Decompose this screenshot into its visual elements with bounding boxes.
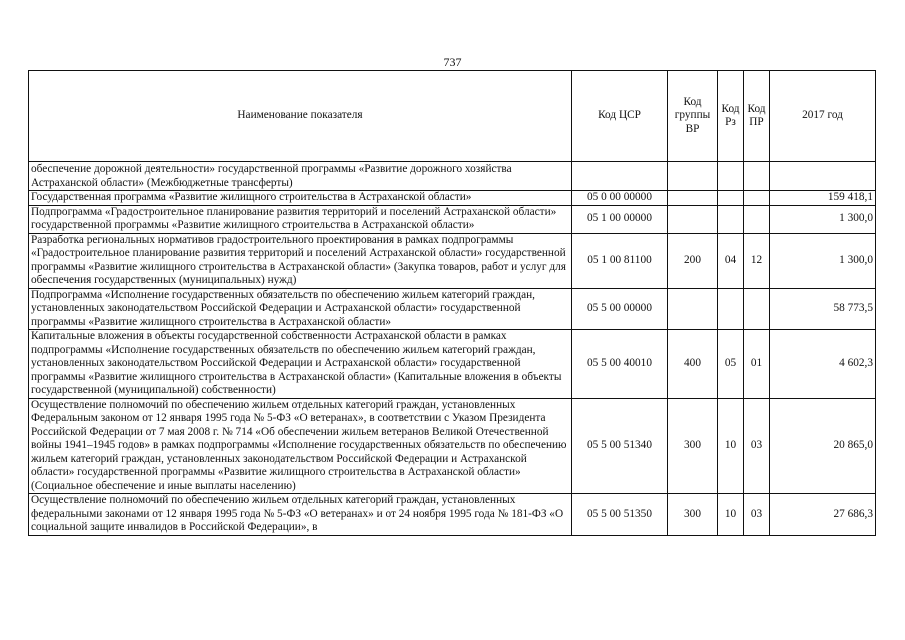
row-pr — [744, 205, 770, 233]
row-rz — [718, 162, 744, 191]
row-rz: 10 — [718, 494, 744, 536]
row-amount: 1 300,0 — [770, 205, 876, 233]
row-name: Разработка региональных нормативов градостроительного проектирования в рамках подпрограммы «Градостроительное планирование развития территорий и поселений Астраханской области» государственной программы «Развитие жилищного строительства в Астраханской области» (Закупка товаров, работ и услуг для обеспечения государственных (муниципальных) нужд) — [29, 233, 572, 288]
row-amount: 58 773,5 — [770, 288, 876, 330]
row-rz — [718, 191, 744, 206]
row-vr — [668, 191, 718, 206]
header-name: Наименование показателя — [29, 71, 572, 162]
row-name: Подпрограмма «Градостроительное планирование развития территорий и поселений Астраханской области» государственной программы «Развитие жилищного строительства в Астраханской области» — [29, 205, 572, 233]
header-vr-line2: группы — [674, 109, 711, 122]
table-row — [29, 205, 876, 233]
row-csr: 05 1 00 81100 — [572, 233, 668, 288]
header-rz — [718, 71, 744, 162]
row-csr: 05 5 00 40010 — [572, 330, 668, 399]
row-csr: 05 5 00 51350 — [572, 494, 668, 536]
table-row — [29, 288, 876, 330]
row-rz: 05 — [718, 330, 744, 399]
row-name: Подпрограмма «Исполнение государственных обязательств по обеспечению жильем категорий граждан, установленных законодательством Российской Федерации и Астраханской области» государственной программы «Развитие жилищного строительства в Астраханской области» — [29, 288, 572, 330]
table-row — [29, 494, 876, 536]
row-name: Государственная программа «Развитие жилищного строительства в Астраханской области» — [29, 191, 572, 206]
row-vr: 400 — [668, 330, 718, 399]
table-row — [29, 330, 876, 399]
header-csr: Код ЦСР — [572, 71, 668, 162]
row-amount: 20 865,0 — [770, 398, 876, 494]
row-vr — [668, 162, 718, 191]
row-amount — [770, 162, 876, 191]
row-name: Осуществление полномочий по обеспечению жильем отдельных категорий граждан, установленных федеральными законами от 12 января 1995 года № 5-ФЗ «О ветеранах» и от 24 ноября 1995 года № 181-ФЗ «О социальной защите инвалидов в Российской Федерации», в — [29, 494, 572, 536]
header-vr — [668, 71, 718, 162]
header-rz-line1: Код — [721, 102, 740, 115]
row-pr — [744, 191, 770, 206]
row-pr: 01 — [744, 330, 770, 399]
row-name: Капитальные вложения в объекты государственной собственности Астраханской области в рамках подпрограммы «Исполнение государственных обязательств по обеспечению жильем категорий граждан, установленных законодательством Российской Федерации и Астраханской области» государственной программы «Развитие жилищного строительства в Астраханской области» (Капитальные вложения в объекты государственной (муниципальной) собственности) — [29, 330, 572, 399]
row-csr — [572, 162, 668, 191]
table-row — [29, 233, 876, 288]
row-amount: 27 686,3 — [770, 494, 876, 536]
header-row — [29, 71, 876, 162]
header-pr — [744, 71, 770, 162]
row-vr — [668, 205, 718, 233]
budget-table — [28, 70, 876, 536]
row-vr — [668, 288, 718, 330]
row-csr: 05 5 00 00000 — [572, 288, 668, 330]
header-vr-line3: ВР — [685, 122, 700, 135]
row-rz — [718, 288, 744, 330]
row-name: обеспечение дорожной деятельности» государственной программы «Развитие дорожного хозяйства Астраханской области» (Межбюджетные трансферты) — [29, 162, 572, 191]
row-pr — [744, 162, 770, 191]
table-row — [29, 191, 876, 206]
row-rz: 10 — [718, 398, 744, 494]
header-vr-line1: Код — [683, 95, 702, 108]
page-number: 737 — [443, 55, 462, 69]
row-rz — [718, 205, 744, 233]
row-amount: 159 418,1 — [770, 191, 876, 206]
header-rz-line2: Рз — [725, 116, 736, 128]
row-amount: 4 602,3 — [770, 330, 876, 399]
row-csr: 05 1 00 00000 — [572, 205, 668, 233]
row-pr: 12 — [744, 233, 770, 288]
header-year: 2017 год — [770, 71, 876, 162]
header-pr-line2: ПР — [749, 116, 764, 128]
row-vr: 200 — [668, 233, 718, 288]
row-name: Осуществление полномочий по обеспечению жильем отдельных категорий граждан, установленных Федеральным законом от 12 января 1995 года № 5-ФЗ «О ветеранах», в соответствии с Указом Президента Российской Федерации от 7 мая 2008 г. № 714 «Об обеспечении жильем ветеранов Великой Отечественной войны 1941–1945 годов» в рамках подпрограммы «Исполнение государственных обязательств по обеспечению жильем категорий граждан, установленных законодательством Российской Федерации и Астраханской области» государственной программы «Развитие жилищного строительства в Астраханской области» (Социальное обеспечение и иные выплаты населению) — [29, 398, 572, 494]
row-pr — [744, 288, 770, 330]
row-pr: 03 — [744, 494, 770, 536]
table-row — [29, 398, 876, 494]
table-row — [29, 162, 876, 191]
row-amount: 1 300,0 — [770, 233, 876, 288]
row-pr: 03 — [744, 398, 770, 494]
row-vr: 300 — [668, 494, 718, 536]
row-rz: 04 — [718, 233, 744, 288]
row-csr: 05 5 00 51340 — [572, 398, 668, 494]
header-pr-line1: Код — [747, 102, 766, 115]
row-csr: 05 0 00 00000 — [572, 191, 668, 206]
row-vr: 300 — [668, 398, 718, 494]
